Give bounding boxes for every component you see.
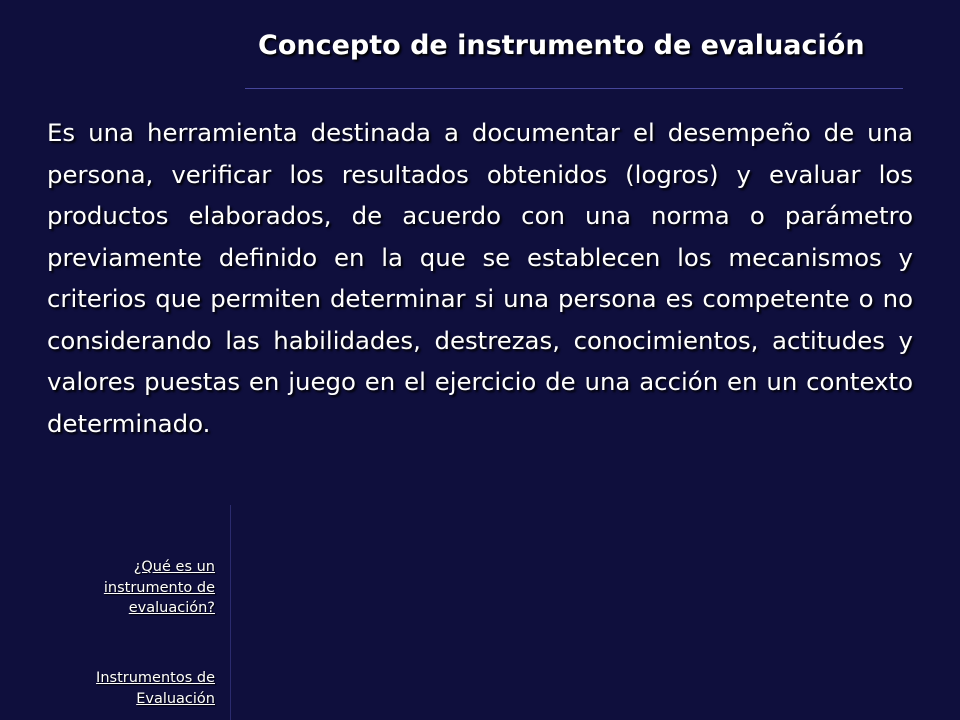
slide-body-text: Es una herramienta destinada a documentar el desempeño de una persona, verificar los resultados obtenidos (logros) y evaluar los productos elaborados, de acuerdo con una norma o parámetro previamente definido en la que se establecen los mecanismos y criterios que permiten determinar si una persona es competente o no considerando las habilidades, destrezas, conocimientos, actitudes y valores puestas en juego en el ejercicio de una acción en un contexto determinado. (47, 118, 913, 438)
nav-link-instrumentos-evaluacion[interactable]: Instrumentos de Evaluación (96, 670, 215, 707)
nav-link-que-es-instrumento[interactable]: ¿Qué es un instrumento de evaluación? (103, 559, 215, 616)
title-divider (245, 88, 903, 89)
sidebar-divider (230, 505, 231, 720)
slide-title: Concepto de instrumento de evaluación (258, 30, 865, 61)
